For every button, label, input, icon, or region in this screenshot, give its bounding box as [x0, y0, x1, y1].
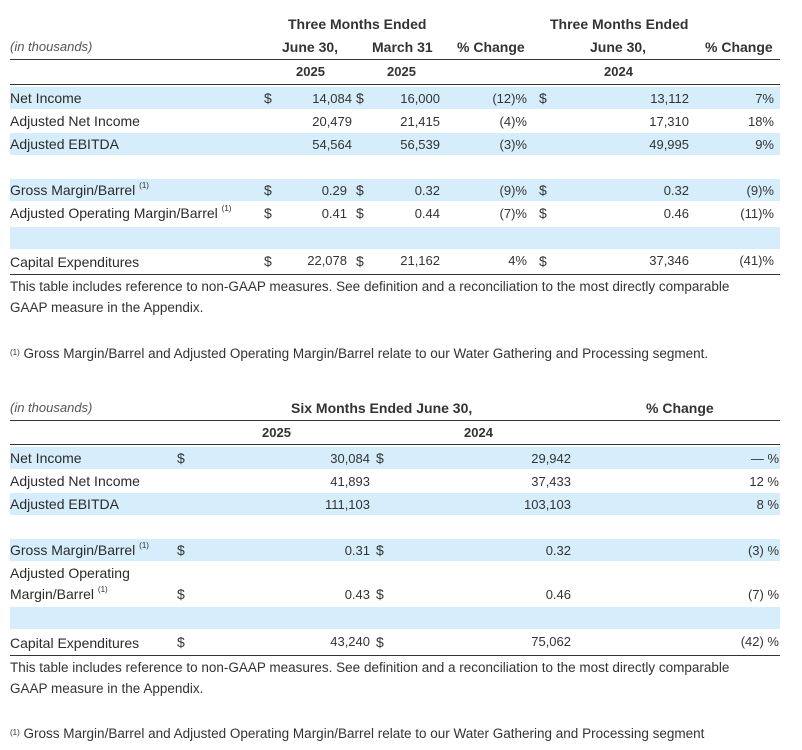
header-june30-2024: June 30, — [590, 39, 647, 55]
value-2025: 43,240 — [330, 634, 370, 649]
header-march31: March 31 — [372, 39, 433, 55]
currency-symbol: $ — [376, 586, 384, 602]
value-2024: 29,942 — [531, 451, 571, 466]
table-bottom-rule — [10, 274, 780, 275]
row-label: Adjusted EBITDA — [10, 136, 119, 152]
currency-symbol: $ — [264, 182, 272, 198]
header-rule — [10, 420, 780, 421]
pct-change-2024: 18% — [747, 114, 774, 129]
footnote: $^{(1)}$ Gross Margin/Barrel and Adjusted Operating Margin/Barrel relate to our Water Gathering and Processing segment — [10, 726, 705, 741]
header-pct-change-2: % Change — [705, 39, 773, 55]
row-band — [10, 227, 780, 249]
value-2025: 0.31 — [344, 543, 370, 558]
value-june-2025: 14,084 — [312, 91, 352, 106]
pct-change: 12 % — [749, 474, 779, 489]
currency-symbol: $ — [376, 634, 384, 650]
year-2025-a: 2025 — [296, 64, 325, 79]
value-june-2025: 0.41 — [321, 206, 347, 221]
header-pct-change: % Change — [646, 400, 714, 416]
currency-symbol: $ — [264, 90, 272, 106]
value-june-2025: 22,078 — [307, 253, 347, 268]
row-label: Adjusted Net Income — [10, 113, 140, 129]
value-2025: 111,103 — [324, 497, 370, 512]
currency-symbol: $ — [177, 586, 185, 602]
footnote-marker: (1) — [97, 585, 108, 594]
table-bottom-rule — [10, 655, 780, 656]
footnote-marker: (1) — [10, 728, 20, 737]
year-rule — [10, 444, 780, 445]
year-2024: 2024 — [464, 425, 493, 440]
header-six-months-ended: Six Months Ended June 30, — [291, 400, 473, 416]
currency-symbol: $ — [376, 450, 384, 466]
row-label: Adjusted Net Income — [10, 473, 140, 489]
value-march-2025: 0.32 — [414, 183, 440, 198]
row-band — [10, 447, 780, 469]
header-rule — [10, 59, 780, 60]
units-label: (in thousands) — [10, 39, 93, 54]
value-2024: 0.32 — [545, 543, 571, 558]
row-label: Capital Expenditures — [10, 635, 140, 651]
value-march-2025: 21,415 — [400, 114, 440, 129]
year-rule — [10, 84, 780, 85]
value-2024: 103,103 — [524, 497, 571, 512]
value-march-2025: 16,000 — [400, 91, 440, 106]
value-june-2024: 49,995 — [649, 137, 689, 152]
pct-change: — % — [750, 451, 779, 466]
value-2024: 0.46 — [545, 587, 571, 602]
row-label: Adjusted EBITDA — [10, 496, 119, 512]
value-june-2024: 37,346 — [649, 253, 689, 268]
currency-symbol: $ — [264, 253, 272, 269]
currency-symbol: $ — [356, 182, 364, 198]
units-label: (in thousands) — [10, 400, 93, 415]
currency-symbol: $ — [539, 182, 547, 198]
pct-change: 4% — [508, 253, 527, 268]
value-june-2024: 13,112 — [650, 91, 689, 106]
row-label: Gross Margin/Barrel $^{(1)}$ — [10, 181, 149, 198]
footnote: $^{(1)}$ Gross Margin/Barrel and Adjusted Operating Margin/Barrel relate to our Water Gathering and Processing segment. — [10, 346, 709, 361]
row-label: Capital Expenditures — [10, 254, 140, 270]
year-2024: 2024 — [604, 64, 633, 79]
non-gaap-note: This table includes reference to non-GAAP measures. See definition and a reconciliation to the most directly comparable GAAP measure in the Appendix. — [10, 660, 730, 696]
row-band — [10, 493, 780, 515]
value-june-2025: 54,564 — [312, 137, 352, 152]
pct-change: (7) % — [747, 587, 779, 602]
pct-change: (9)% — [499, 183, 527, 198]
footnote-marker: (1) — [139, 541, 149, 550]
currency-symbol: $ — [376, 542, 384, 558]
pct-change: 8 % — [756, 497, 779, 512]
header-june30-2025: June 30, — [282, 39, 339, 55]
pct-change: (12)% — [492, 91, 527, 106]
non-gaap-note: This table includes reference to non-GAAP measures. See definition and a reconciliation to the most directly comparable GAAP measure in the Appendix. — [10, 279, 730, 315]
row-label: Net Income — [10, 450, 82, 466]
currency-symbol: $ — [356, 253, 364, 269]
row-label: Gross Margin/Barrel $^{(1)}$ — [10, 541, 149, 558]
pct-change-2024: 7% — [755, 91, 774, 106]
currency-symbol: $ — [539, 205, 547, 221]
pct-change-2024: (41)% — [739, 253, 774, 268]
value-2025: 41,893 — [330, 474, 370, 489]
currency-symbol: $ — [356, 205, 364, 221]
value-2025: 30,084 — [330, 451, 370, 466]
currency-symbol: $ — [177, 542, 185, 558]
value-march-2025: 56,539 — [400, 137, 440, 152]
value-june-2025: 20,479 — [312, 114, 352, 129]
pct-change: (4)% — [499, 114, 527, 129]
pct-change: (42) % — [740, 634, 779, 649]
value-june-2024: 0.46 — [663, 206, 689, 221]
pct-change-2024: (9)% — [746, 183, 774, 198]
value-june-2024: 0.32 — [663, 183, 689, 198]
footnote-marker: (1) — [221, 204, 232, 213]
value-2024: 37,433 — [531, 474, 571, 489]
currency-symbol: $ — [539, 253, 547, 269]
year-2025: 2025 — [262, 425, 291, 440]
pct-change: (7)% — [499, 206, 527, 221]
row-label: Net Income — [10, 90, 82, 106]
value-june-2025: 0.29 — [321, 183, 347, 198]
header-three-months-ended-2024: Three Months Ended — [550, 16, 689, 32]
row-band — [10, 607, 780, 629]
value-2024: 75,062 — [531, 634, 571, 649]
pct-change: (3) % — [747, 543, 779, 558]
currency-symbol: $ — [177, 634, 185, 650]
pct-change: (3)% — [499, 137, 527, 152]
row-label: Adjusted Operating Margin/Barrel $^{(1)}$ — [10, 204, 232, 221]
value-2025: 0.43 — [344, 587, 370, 602]
value-march-2025: 0.44 — [414, 206, 440, 221]
pct-change-2024: (11)% — [740, 206, 774, 221]
header-pct-change: % Change — [457, 39, 525, 55]
footnote-marker: (1) — [139, 181, 149, 190]
footnote-marker: (1) — [10, 348, 20, 357]
currency-symbol: $ — [177, 450, 185, 466]
row-label: Adjusted Operating — [10, 565, 130, 581]
currency-symbol: $ — [356, 90, 364, 106]
header-three-months-ended: Three Months Ended — [288, 16, 427, 32]
year-2025-b: 2025 — [387, 64, 416, 79]
row-label-continued: Margin/Barrel $^{(1)}$ — [10, 585, 108, 602]
pct-change-2024: 9% — [755, 137, 774, 152]
value-june-2024: 17,310 — [649, 114, 689, 129]
currency-symbol: $ — [539, 90, 547, 106]
currency-symbol: $ — [264, 205, 272, 221]
value-march-2025: 21,162 — [400, 253, 440, 268]
